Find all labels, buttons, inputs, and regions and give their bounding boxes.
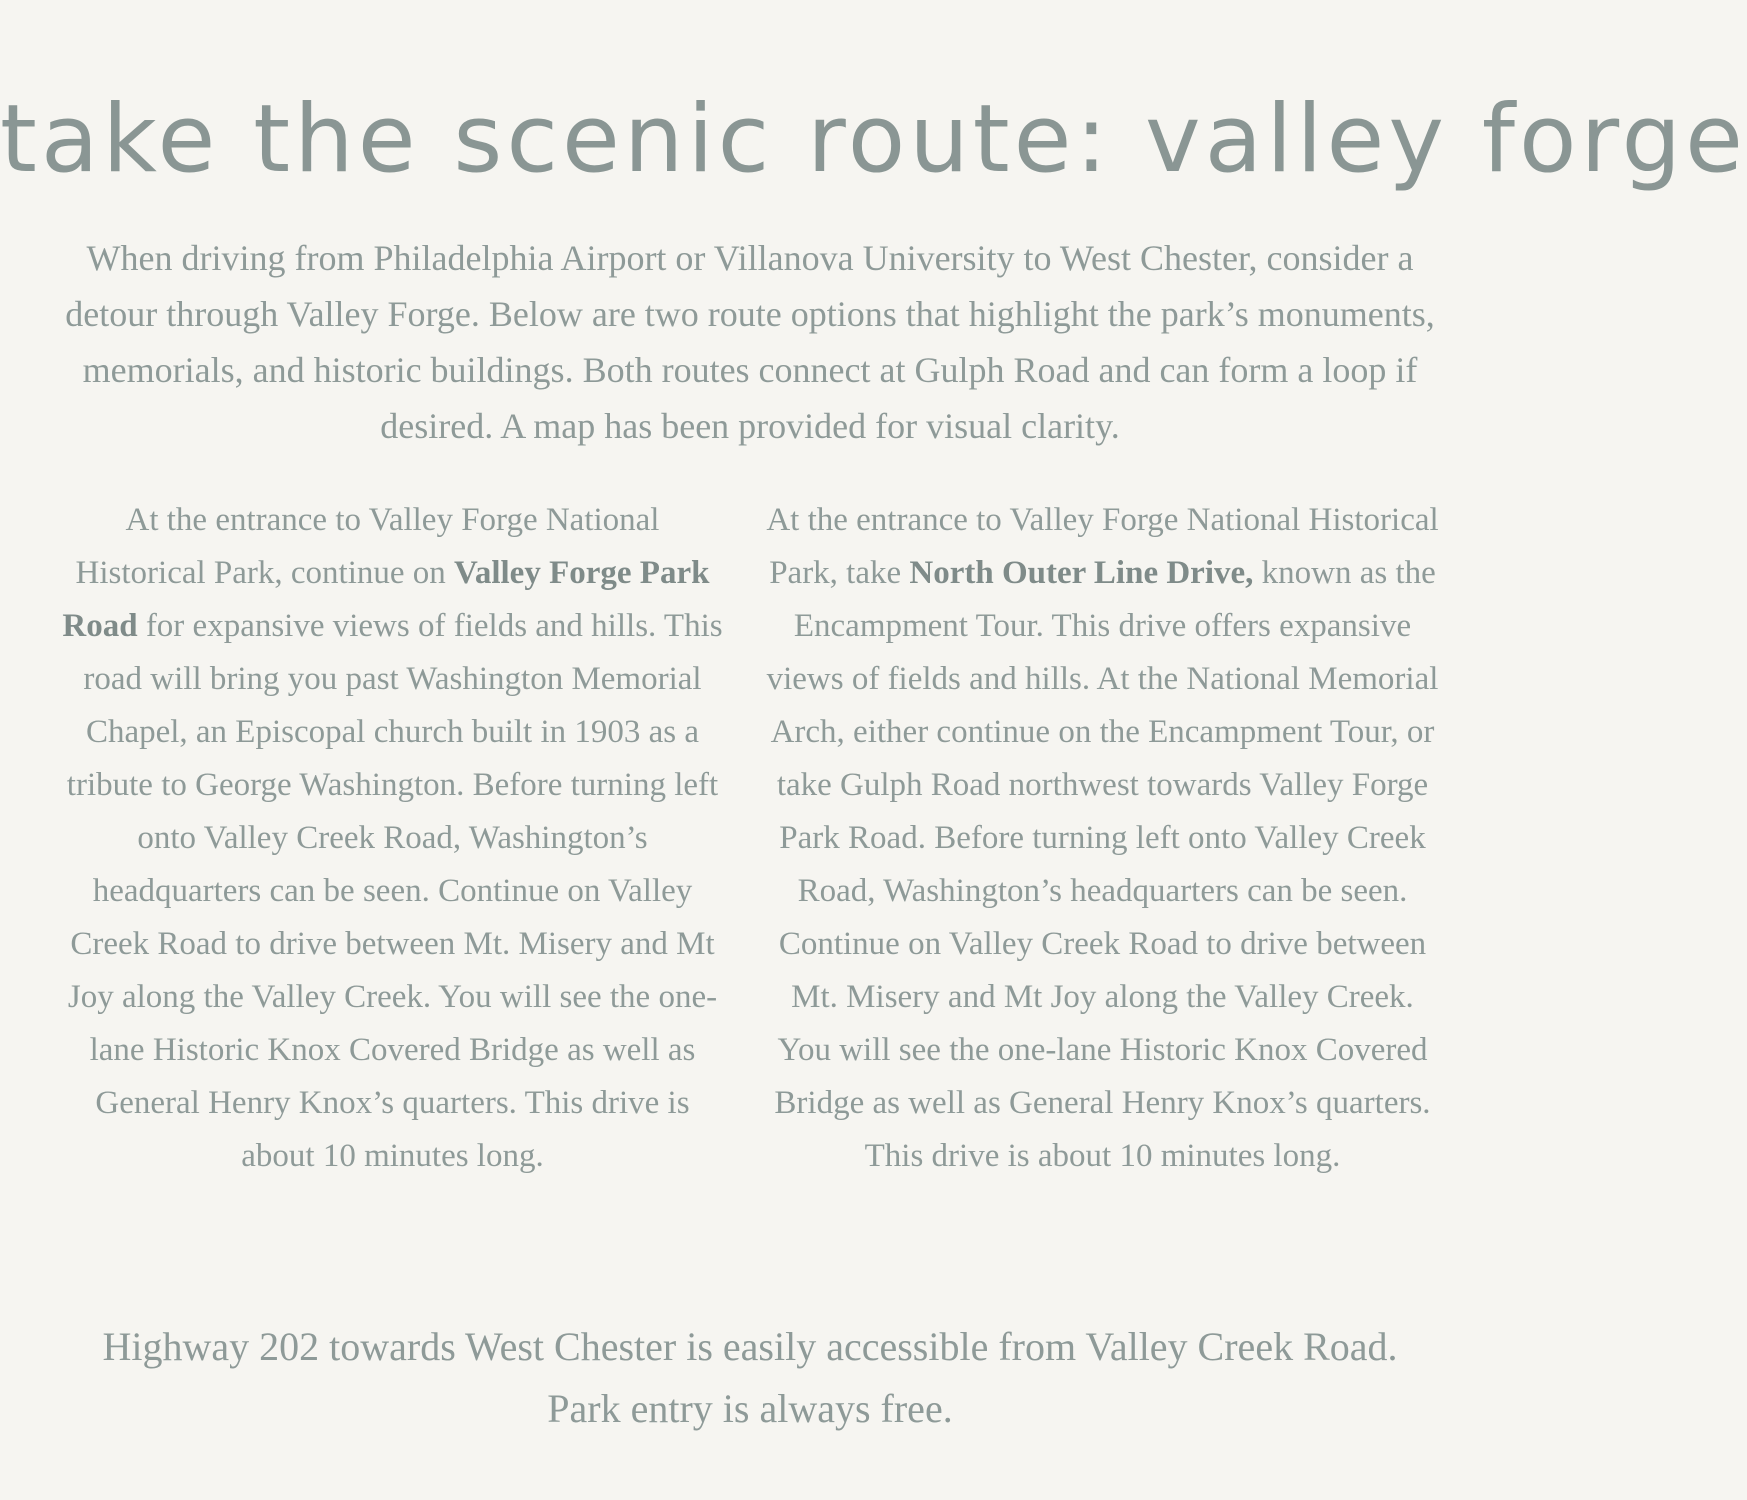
intro-paragraph: When driving from Philadelphia Airport or Villanova University to West Chester, consider a detour through Valley Forge. Below are two route options that highlight the park’s monuments, memorials, and historic buildings. Both routes connect at Gulph Road and can form a loop if desired. A map has been provided for visual clarity. xyxy=(65,238,1435,446)
footer-line-2: Park entry is always free. xyxy=(547,1386,953,1431)
route-right-paragraph xyxy=(765,494,1440,1183)
route-left-text-before: At the entrance to Valley Forge National Historical Park, continue on xyxy=(75,502,660,591)
footer-note xyxy=(60,1316,1440,1440)
route-right-text-before: At the entrance to Valley Forge National Historical Park, take xyxy=(766,502,1439,591)
footer-line-1: Highway 202 towards West Chester is easily accessible from Valley Creek Road. xyxy=(102,1324,1398,1369)
route-left-text-after: for expansive views of fields and hills. This road will bring you past Washington Memorial Chapel, an Episcopal church built in 1903 as a tribute to George Washington. Before turning left onto Valley Creek Road, Washington’s headquarters can be seen. Continue on Valley Creek Road to drive between Mt. Misery and Mt Joy along the Valley Creek. You will see the one-lane Historic Knox Covered Bridge as well as General Henry Knox’s quarters. This drive is about 10 minutes long. xyxy=(66,608,723,1174)
route-left-paragraph xyxy=(60,494,725,1183)
page-title: take the scenic route: valley forge xyxy=(0,85,1747,194)
route-right-road-name: North Outer Line Drive, xyxy=(909,555,1254,591)
route-left-road-name: Valley Forge Park Road xyxy=(62,555,710,644)
route-right-text-after: known as the Encampment Tour. This drive offers expansive views of fields and hills. At the National Memorial Arch, either continue on the Encampment Tour, or take Gulph Road northwest towards Valley Forge Park Road. Before turning left onto Valley Creek Road, Washington’s headquarters can be seen. Continue on Valley Creek Road to drive between Mt. Misery and Mt Joy along the Valley Creek. You will see the one-lane Historic Knox Covered Bridge as well as General Henry Knox’s quarters. This drive is about 10 minutes long. xyxy=(766,555,1439,1174)
